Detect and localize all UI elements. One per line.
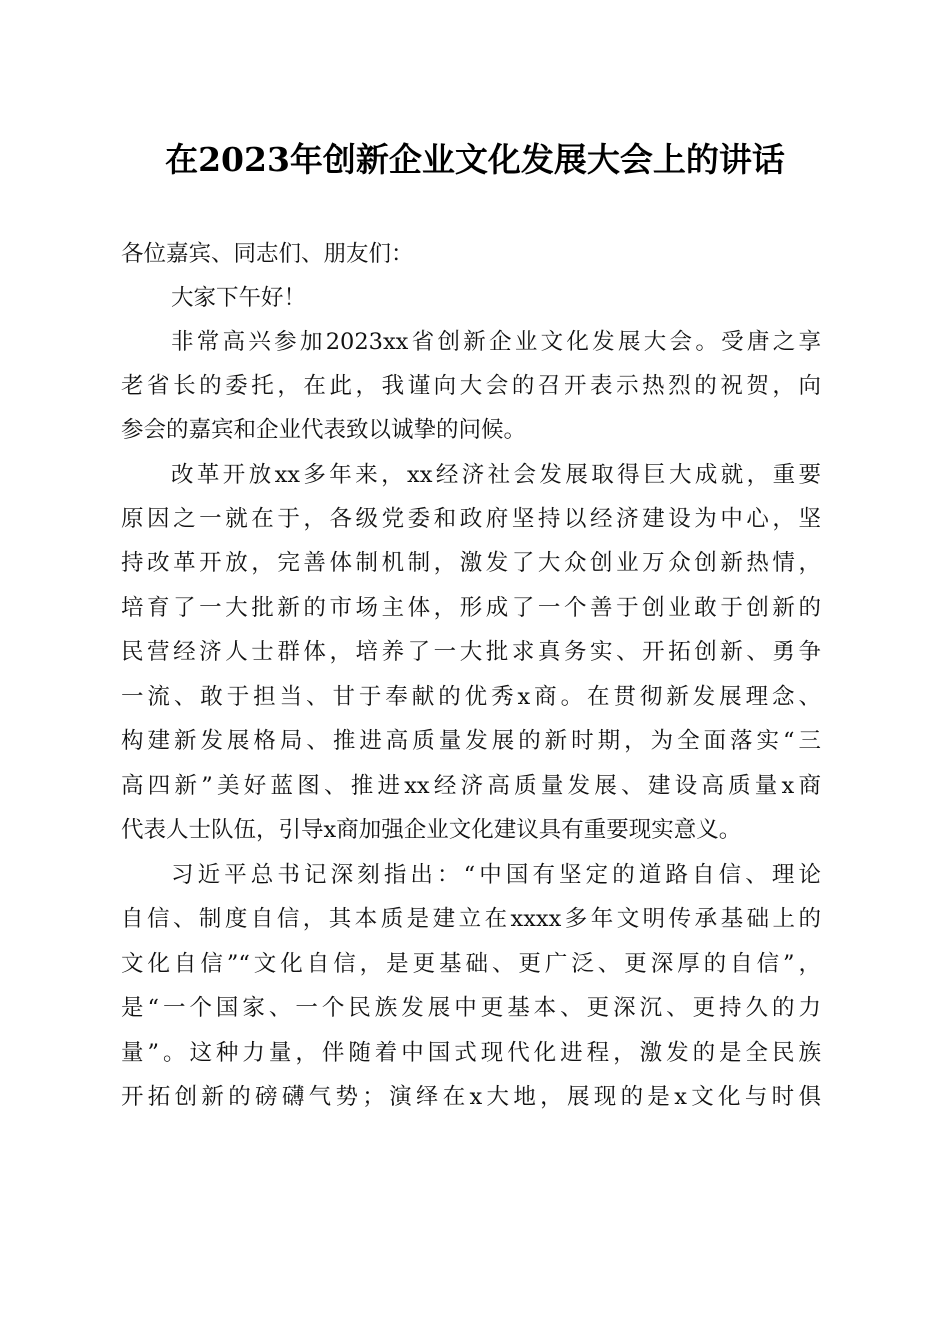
text-line: 持改革开放，完善体制机制，激发了大众创业万众创新热情，	[121, 550, 821, 576]
text-line: 培育了一大批新的市场主体，形成了一个善于创业敢于创新的	[121, 595, 821, 621]
text-line: 参会的嘉宾和企业代表致以诚挚的问候。	[121, 417, 527, 443]
text-line: 量”。这种力量，伴随着中国式现代化进程，激发的是全民族	[121, 1040, 821, 1066]
text-line: 高四新”美好蓝图、推进xx经济高质量发展、建设高质量x商	[121, 773, 821, 799]
text-line: 老省长的委托，在此，我谨向大会的召开表示热烈的祝贺，向	[121, 373, 821, 399]
text-line: 习近平总书记深刻指出：“中国有坚定的道路自信、理论	[171, 862, 821, 888]
text-line: 改革开放xx多年来，xx经济社会发展取得巨大成就，重要	[171, 462, 821, 488]
text-line: 是“一个国家、一个民族发展中更基本、更深沉、更持久的力	[121, 995, 821, 1021]
text-line: 非常高兴参加2023xx省创新企业文化发展大会。受唐之享	[171, 329, 821, 355]
text-line: 开拓创新的磅礴气势；演绎在x大地，展现的是x文化与时俱	[121, 1084, 821, 1110]
text-line: 大家下午好！	[171, 285, 307, 311]
text-line: 构建新发展格局、推进高质量发展的新时期，为全面落实“三	[121, 728, 821, 754]
text-line: 代表人士队伍，引导x商加强企业文化建议具有重要现实意义。	[121, 817, 742, 843]
text-line: 民营经济人士群体，培养了一大批求真务实、开拓创新、勇争	[121, 639, 821, 665]
text-line: 原因之一就在于，各级党委和政府坚持以经济建设为中心，坚	[121, 506, 821, 532]
text-line: 自信、制度自信，其本质是建立在xxxx多年文明传承基础上的	[121, 906, 821, 932]
document-title: 在2023年创新企业文化发展大会上的讲话	[165, 140, 785, 179]
text-line: 文化自信”“文化自信，是更基础、更广泛、更深厚的自信”，	[121, 951, 821, 977]
salutation: 各位嘉宾、同志们、朋友们：	[121, 241, 414, 267]
text-line: 一流、敢于担当、甘于奉献的优秀x商。在贯彻新发展理念、	[121, 684, 821, 710]
